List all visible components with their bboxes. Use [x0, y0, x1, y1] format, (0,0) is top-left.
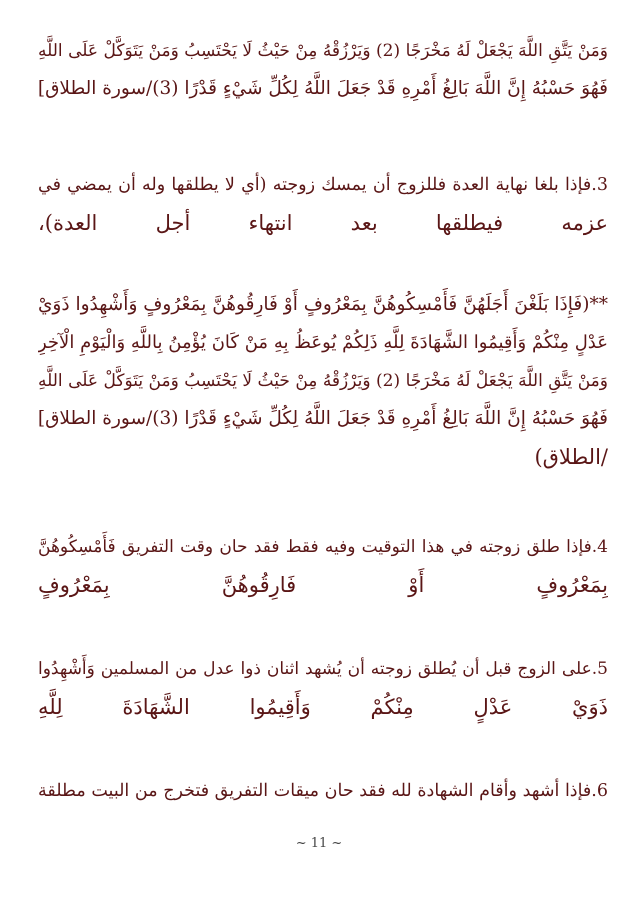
text-line: بِمَعْرُوفٍ أَوْ فَارِقُوهُنَّ بِمَعْرُوفٍ	[38, 573, 608, 597]
text-line: **(فَإِذَا بَلَغْنَ أَجَلَهُنَّ فَأَمْسِكُوهُنَّ بِمَعْرُوفٍ أَوْ فَارِقُوهُنَّ بِمَعْرُوفٍ وَأَشْهِدُوا ذَوَيْ	[38, 294, 608, 315]
text-line: /الطلاق)	[534, 445, 608, 469]
quran-verse-block-2	[38, 286, 608, 476]
point-6-paragraph	[38, 772, 608, 810]
text-line: 5.على الزوج قبل أن يُطلق زوجته أن يُشهد اثنان ذوا عدل من المسلمين وَأَشْهِدُوا	[38, 659, 608, 679]
text-line: 4.فإذا طلق زوجته في هذا التوقيت وفيه فقط فقد حان وقت التفريق فَأَمْسِكُوهُنَّ	[38, 537, 608, 557]
point-4-paragraph	[38, 528, 608, 604]
page-number: ~ 11 ~	[295, 836, 343, 851]
text-line: 3.فإذا بلغا نهاية العدة فللزوج أن يمسك زوجته (أي لا يطلقها وله أن يمضي في	[38, 175, 608, 195]
text-line: عزمه فيطلقها بعد انتهاء أجل العدة)،	[38, 211, 608, 235]
text-line: وَمَنْ يَتَّقِ اللَّهَ يَجْعَلْ لَهُ مَخْرَجًا (2) وَيَرْزُقْهُ مِنْ حَيْثُ لَا يَحْتَسِبُ وَمَنْ يَتَوَكَّلْ عَلَى اللَّهِ	[38, 371, 608, 391]
text-line: فَهُوَ حَسْبُهُ إِنَّ اللَّهَ بَالِغُ أَمْرِهِ قَدْ جَعَلَ اللَّهُ لِكُلِّ شَيْءٍ قَدْرًا (3)/سورة الطلاق]	[38, 408, 608, 429]
point-5-paragraph	[38, 650, 608, 726]
text-line: فَهُوَ حَسْبُهُ إِنَّ اللَّهَ بَالِغُ أَمْرِهِ قَدْ جَعَلَ اللَّهُ لِكُلِّ شَيْءٍ قَدْرًا (3)/سورة الطلاق]	[38, 78, 608, 99]
point-3-paragraph	[38, 166, 608, 242]
text-line: ذَوَيْ عَدْلٍ مِنْكُمْ وَأَقِيمُوا الشَّهَادَةَ لِلَّهِ	[38, 695, 608, 719]
text-line: وَمَنْ يَتَّقِ اللَّهَ يَجْعَلْ لَهُ مَخْرَجًا (2) وَيَرْزُقْهُ مِنْ حَيْثُ لَا يَحْتَسِبُ وَمَنْ يَتَوَكَّلْ عَلَى اللَّهِ	[38, 41, 608, 61]
quran-verse-block-1	[38, 32, 608, 108]
text-line: 6.فإذا أشهد وأقام الشهادة لله فقد حان ميقات التفريق فتخرج من البيت مطلقة	[38, 781, 608, 801]
text-line: عَدْلٍ مِنْكُمْ وَأَقِيمُوا الشَّهَادَةَ لِلَّهِ ذَلِكُمْ يُوعَظُ بِهِ مَنْ كَانَ يُؤْمِنُ بِاللَّهِ وَالْيَوْمِ الْآخِرِ	[38, 332, 608, 353]
